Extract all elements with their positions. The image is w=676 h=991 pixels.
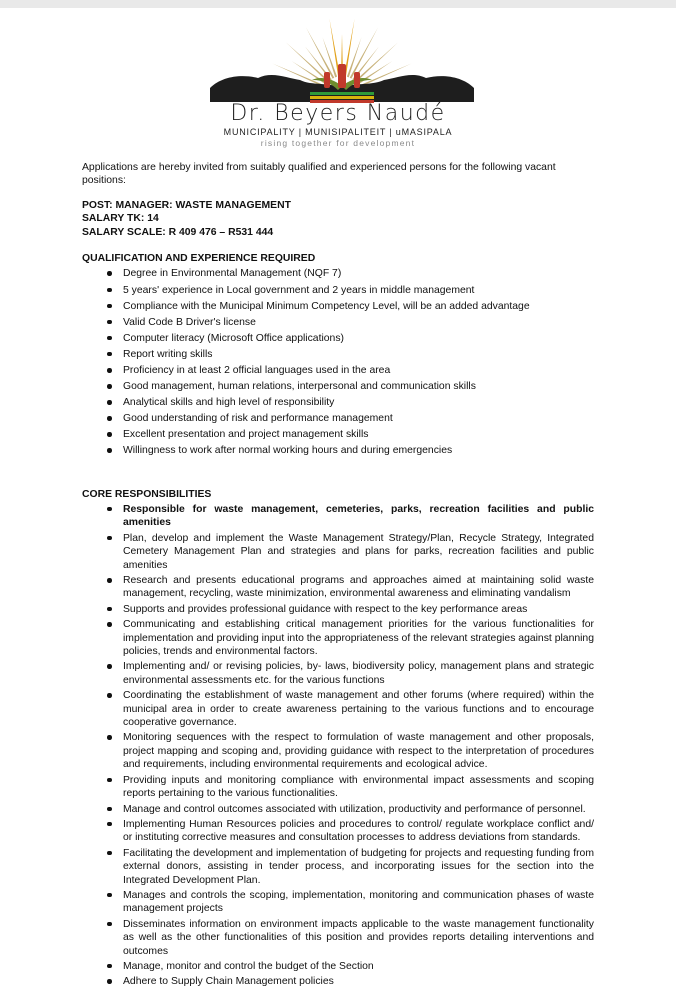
aloe-flower bbox=[338, 64, 346, 88]
list-item: Degree in Environmental Management (NQF 7) bbox=[82, 267, 594, 280]
list-item: Research and presents educational programs and approaches aimed at maintaining solid waste management, recycling, waste minimization, environmental awareness and eliminating vandalism bbox=[82, 574, 594, 601]
list-item: Implementing and/ or revising policies, by- laws, biodiversity policy, management plans and strategic environmental assessments etc. for the various functions bbox=[82, 660, 594, 687]
list-item: Good management, human relations, interpersonal and communication skills bbox=[82, 380, 594, 393]
list-item: Compliance with the Municipal Minimum Competency Level, will be an added advantage bbox=[82, 300, 594, 313]
list-item: Disseminates information on environment impacts applicable to the waste management functionality as well as the other functionalities of this position and provides reports detailing interventions and outcomes bbox=[82, 918, 594, 958]
flag-stripe-green bbox=[310, 92, 374, 95]
list-item: Computer literacy (Microsoft Office applications) bbox=[82, 332, 594, 345]
top-strip bbox=[0, 0, 676, 8]
responsibilities-heading: CORE RESPONSIBILITIES bbox=[82, 488, 212, 500]
organization-subtitle: MUNICIPALITY | MUNISIPALITEIT | uMASIPALA bbox=[223, 127, 453, 137]
intro-text: Applications are hereby invited from suitably qualified and experienced persons for the following vacant positions: bbox=[82, 162, 556, 187]
list-item: Manage and control outcomes associated with utilization, productivity and performance of personnel. bbox=[82, 803, 594, 816]
list-item: Implementing Human Resources policies and procedures to control/ regulate workplace conflict and/ or instituting corrective measures and consultation processes to address deviations from standards. bbox=[82, 818, 594, 845]
list-item: Manage, monitor and control the budget of the Section bbox=[82, 960, 594, 973]
list-item: Communicating and establishing critical management priorities for the various functionalities for implementation and providing input into the appropriateness of the relevant strategies against planning policies, trends and environmental factors. bbox=[82, 618, 594, 658]
sun-ray bbox=[355, 43, 398, 83]
list-item: Good understanding of risk and performance management bbox=[82, 412, 594, 425]
organization-name: Dr. Beyers Naudé bbox=[230, 101, 446, 126]
list-item: Adhere to Supply Chain Management policies bbox=[82, 975, 594, 988]
aloe-flower-right bbox=[354, 72, 360, 88]
list-item: 5 years' experience in Local government and 2 years in middle management bbox=[82, 284, 594, 297]
list-item: Willingness to work after normal working hours and during emergencies bbox=[82, 444, 594, 457]
salary-scale: SALARY SCALE: R 409 476 – R531 444 bbox=[82, 226, 274, 238]
list-item: Supports and provides professional guidance with respect to the key performance areas bbox=[82, 603, 594, 616]
list-item: Proficiency in at least 2 official languages used in the area bbox=[82, 364, 594, 377]
list-item: Analytical skills and high level of responsibility bbox=[82, 396, 594, 409]
sun-ray bbox=[286, 43, 329, 83]
list-item: Coordinating the establishment of waste management and other forums (where required) within the municipal area in order to create awareness pertaining to the various functions and to encourage cooperative governance. bbox=[82, 689, 594, 729]
list-item: Manages and controls the scoping, implementation, monitoring and communication phases of waste management projects bbox=[82, 889, 594, 916]
list-item: Providing inputs and monitoring compliance with environmental impact assessments and scoping reports pertaining to the various functionalities. bbox=[82, 774, 594, 801]
qualifications-heading: QUALIFICATION AND EXPERIENCE REQUIRED bbox=[82, 253, 316, 265]
post-title: POST: MANAGER: WASTE MANAGEMENT bbox=[82, 199, 291, 211]
organization-tagline: rising together for development bbox=[260, 138, 416, 148]
salary-tk: SALARY TK: 14 bbox=[82, 213, 159, 225]
sunburst-emblem bbox=[192, 16, 492, 108]
list-item: Valid Code B Driver's license bbox=[82, 316, 594, 329]
list-item: Monitoring sequences with the respect to formulation of waste management and other proposals, project mapping and scoping and, providing guidance with respect to the interpretation of procedures and requirements, including environmental requirements and ecological advice. bbox=[82, 731, 594, 771]
list-item: Responsible for waste management, cemeteries, parks, recreation facilities and public amenities bbox=[82, 503, 594, 530]
aloe-flower-left bbox=[324, 72, 330, 88]
advert-body bbox=[82, 161, 594, 991]
flag-stripe-gold bbox=[310, 96, 374, 99]
list-item: Facilitating the development and implementation of budgeting for projects and requesting funding from external donors, assisting in tender process, and incorporating issues for the section into the Integrated Development Plan. bbox=[82, 847, 594, 887]
list-item: Plan, develop and implement the Waste Management Strategy/Plan, Recycle Strategy, Integrated Cemetery Management Plan and strategies and plans for parks, recreation facilities and public amenities bbox=[82, 532, 594, 572]
list-item: Excellent presentation and project management skills bbox=[82, 428, 594, 441]
responsibilities-list bbox=[82, 503, 594, 989]
qualifications-list bbox=[82, 267, 594, 457]
list-item: Report writing skills bbox=[82, 348, 594, 361]
